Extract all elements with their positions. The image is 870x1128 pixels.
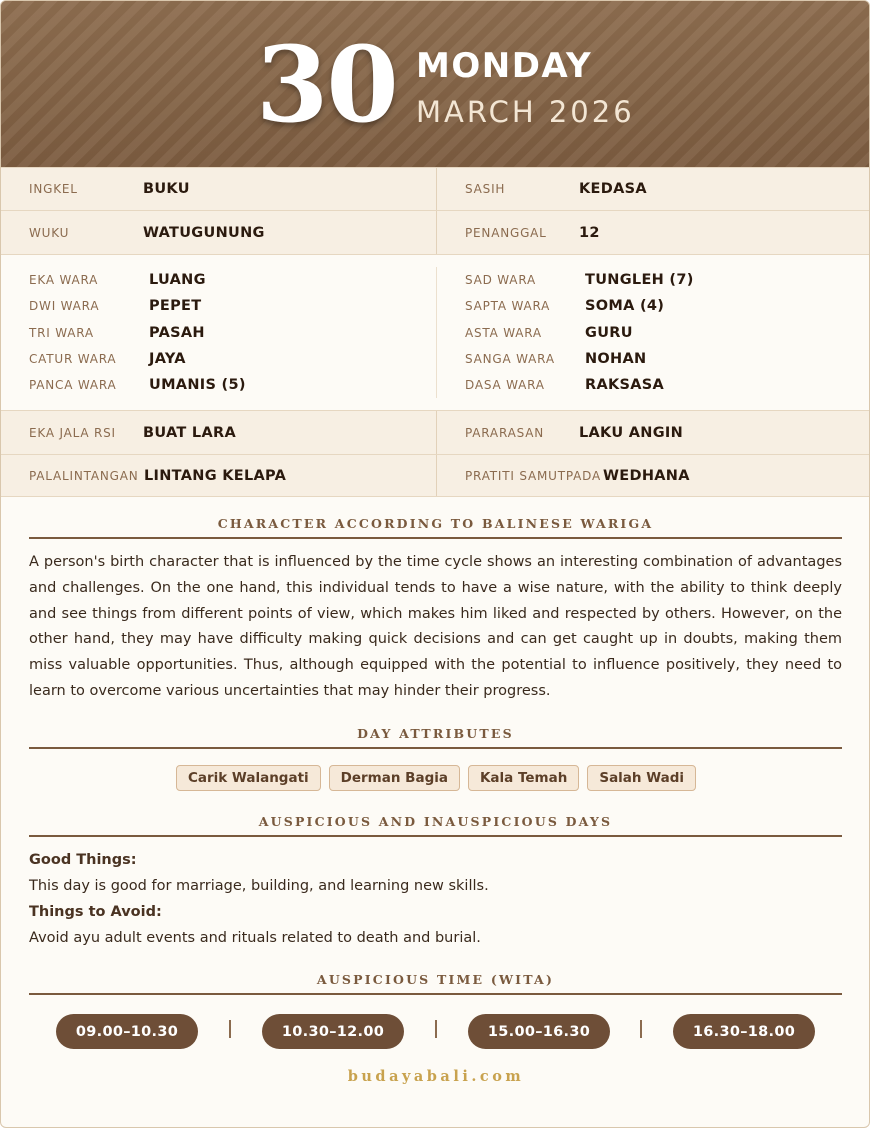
- month-year: MARCH 2026: [416, 95, 635, 129]
- wara-label: SAPTA WARA: [465, 299, 551, 314]
- day-name: MONDAY: [416, 46, 593, 86]
- wara-label: TRI WARA: [29, 325, 94, 340]
- attribute-chips: [1, 765, 870, 791]
- row-ekajala-pararasan: [1, 411, 870, 454]
- wara-row: [1, 372, 436, 398]
- row-palalintangan-pratiti: [1, 454, 870, 497]
- wara-row: [437, 293, 870, 319]
- wara-row: [437, 320, 870, 346]
- penanggal-label: PENANGGAL: [465, 225, 547, 240]
- time-separator: [229, 1020, 231, 1038]
- wara-block: [1, 254, 870, 411]
- ingkel-value: BUKU: [143, 181, 190, 197]
- things-to-avoid-label: Things to Avoid:: [29, 904, 162, 920]
- eka-jala-rsi-value: BUAT LARA: [143, 424, 236, 441]
- good-things-label: Good Things:: [29, 852, 137, 868]
- time-slot-pill: 15.00–16.30: [468, 1014, 610, 1049]
- ingkel-label: INGKEL: [29, 182, 78, 196]
- attribute-chip: Derman Bagia: [329, 765, 460, 791]
- wara-value: RAKSASA: [585, 377, 665, 394]
- wara-label: SAD WARA: [465, 273, 536, 288]
- cell-palalintangan: [1, 455, 436, 496]
- cell-pararasan: [436, 411, 870, 454]
- site-footer: budayabali.com: [347, 1068, 525, 1085]
- time-slot-pill: 09.00–10.30: [56, 1014, 198, 1049]
- attribute-chip: Kala Temah: [468, 765, 579, 791]
- wara-value: GURU: [585, 324, 633, 341]
- wara-label: DASA WARA: [465, 378, 545, 393]
- things-to-avoid-text: Avoid ayu adult events and rituals related to death and burial.: [29, 930, 481, 946]
- palalintangan-label: PALALINTANGAN: [29, 468, 139, 483]
- auspicious-time-title: AUSPICIOUS TIME (WITA): [316, 972, 555, 987]
- attribute-chip: Salah Wadi: [587, 765, 696, 791]
- time-slot-pill: 16.30–18.00: [673, 1014, 815, 1049]
- row-ingkel-sasih: [1, 167, 870, 210]
- character-section-title: CHARACTER ACCORDING TO BALINESE WARIGA: [217, 516, 654, 531]
- wuku-label: WUKU: [29, 225, 70, 240]
- wara-value: PEPET: [149, 298, 202, 315]
- wara-row: [1, 346, 436, 372]
- wara-row: [1, 320, 436, 346]
- time-slots: [1, 1014, 870, 1050]
- wara-right-column: [436, 267, 870, 398]
- wara-label: PANCA WARA: [29, 378, 117, 393]
- wara-label: DWI WARA: [29, 299, 100, 314]
- wara-value: LUANG: [149, 272, 206, 289]
- time-separator: [435, 1020, 437, 1038]
- attributes-divider: [29, 747, 842, 749]
- wara-label: ASTA WARA: [465, 325, 542, 340]
- cell-ingkel: [1, 168, 436, 210]
- auspicious-time-divider: [29, 993, 842, 995]
- sasih-label: SASIH: [465, 182, 506, 196]
- pararasan-label: PARARASAN: [465, 425, 545, 440]
- character-divider: [29, 537, 842, 539]
- cell-penanggal: [436, 211, 870, 254]
- wara-label: CATUR WARA: [29, 352, 117, 367]
- good-things-text: This day is good for marriage, building, and learning new skills.: [29, 878, 489, 894]
- cell-eka-jala-rsi: [1, 411, 436, 454]
- penanggal-value: 12: [579, 224, 600, 241]
- wara-row: [1, 293, 436, 319]
- cell-sasih: [436, 168, 870, 210]
- pararasan-value: LAKU ANGIN: [579, 424, 684, 441]
- row-wuku-penanggal: [1, 210, 870, 254]
- pratiti-samutpada-value: WEDHANA: [603, 467, 690, 484]
- attribute-chip: Carik Walangati: [176, 765, 321, 791]
- wara-row: [1, 267, 436, 293]
- wara-row: [437, 346, 870, 372]
- wara-value: SOMA (4): [585, 298, 665, 315]
- time-slot-pill: 10.30–12.00: [262, 1014, 404, 1049]
- wara-label: EKA WARA: [29, 273, 99, 288]
- wara-value: PASAH: [149, 324, 205, 341]
- wara-value: JAYA: [149, 351, 186, 368]
- wara-row: [437, 267, 870, 293]
- wuku-value: WATUGUNUNG: [143, 224, 265, 241]
- wara-row: [437, 372, 870, 398]
- pratiti-samutpada-label: PRATITI SAMUTPADA: [465, 468, 601, 483]
- wara-left-column: [1, 267, 436, 398]
- character-paragraph: A person's birth character that is influenced by the time cycle shows an interesting combination of advantages and challenges. On the one hand, this individual tends to have a wise nature, with the ability to think deeply and see things from different points of view, which makes him liked and respected by others. However, on the other hand, they may have difficulty making quick decisions and can get caught up in doubts, making them miss valuable opportunities. Thus, although equipped with the potential to influence positively, they need to learn to overcome various uncertainties that may hinder their progress.: [29, 554, 842, 699]
- wara-value: TUNGLEH (7): [585, 272, 694, 289]
- date-header: [1, 1, 870, 167]
- cell-wuku: [1, 211, 436, 254]
- eka-jala-rsi-label: EKA JALA RSI: [29, 425, 116, 440]
- time-separator: [640, 1020, 642, 1038]
- wara-label: SANGA WARA: [465, 352, 555, 367]
- auspicious-section-title: AUSPICIOUS AND INAUSPICIOUS DAYS: [258, 814, 613, 829]
- sasih-value: KEDASA: [579, 181, 647, 197]
- cell-pratiti-samutpada: [436, 455, 870, 496]
- day-number: 30: [256, 23, 397, 146]
- auspicious-divider: [29, 835, 842, 837]
- wara-value: NOHAN: [585, 351, 647, 368]
- wara-value: UMANIS (5): [149, 377, 246, 394]
- palalintangan-value: LINTANG KELAPA: [144, 467, 287, 484]
- attributes-section-title: DAY ATTRIBUTES: [357, 726, 514, 741]
